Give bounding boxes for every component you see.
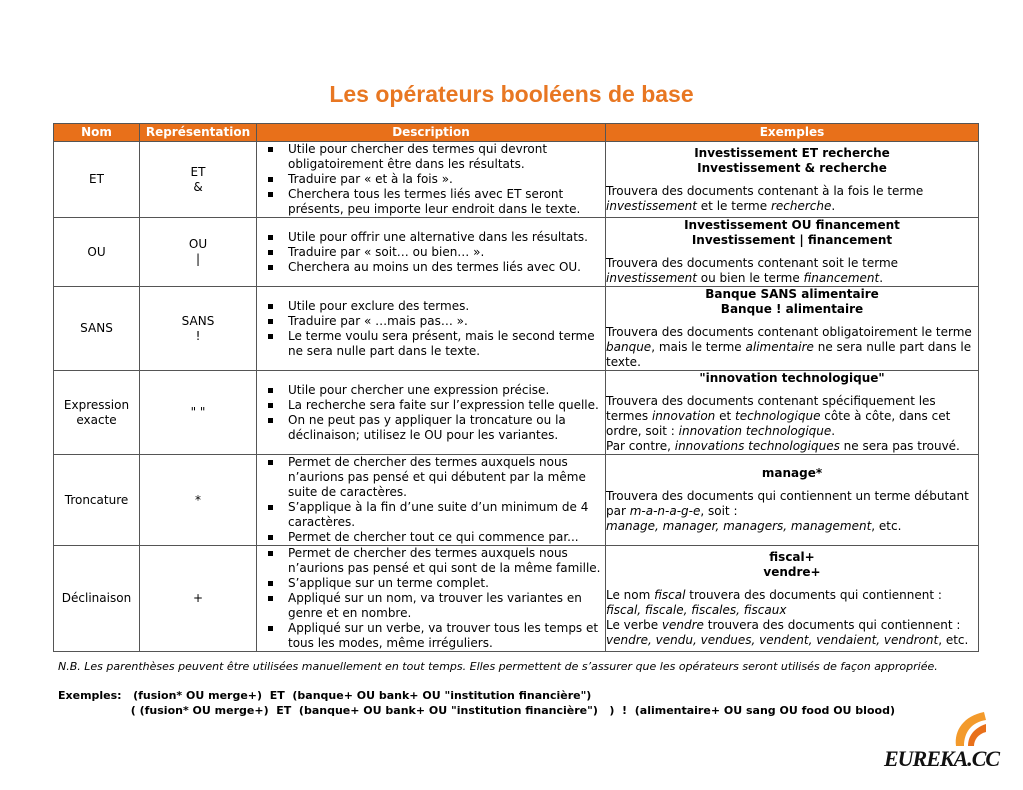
operator-example (606, 287, 979, 371)
example-explanation: Le verbe vendre trouvera des documents qui contiennent : (606, 617, 961, 632)
description-bullet: Utile pour chercher des termes qui devront obligatoirement être dans les résultats. (257, 142, 601, 172)
eureka-swoosh-icon (884, 710, 988, 750)
description-bullet: Utile pour chercher une expression précise. (257, 383, 601, 398)
table-row (54, 142, 979, 218)
page-title: Les opérateurs booléens de base (329, 81, 694, 107)
representation-line: ET (190, 164, 206, 179)
operator-representation (140, 455, 257, 546)
example-query: Investissement & recherche (697, 160, 887, 175)
table-row (54, 371, 979, 455)
description-bullet: Utile pour exclure des termes. (257, 299, 601, 314)
example-query: Banque ! alimentaire (720, 302, 864, 316)
table-row (54, 218, 979, 287)
operator-description (257, 455, 606, 546)
table-row (54, 455, 979, 546)
description-bullet: Le terme voulu sera présent, mais le second terme ne sera nulle part dans le texte. (257, 329, 601, 359)
header-nom: Nom (54, 124, 140, 142)
example-explanation: Trouvera des documents contenant soit le terme investissement ou bien le terme financement. (606, 256, 899, 285)
example-explanation: Le nom fiscal trouvera des documents qui contiennent : (606, 587, 942, 602)
operator-name: ET (54, 142, 140, 218)
representation-line: * (195, 492, 201, 507)
operator-example (606, 371, 979, 455)
description-bullet: S’applique sur un terme complet. (257, 576, 601, 591)
example-explanation: Par contre, innovations technologiques ne sera pas trouvé. (606, 439, 960, 453)
description-bullet: Permet de chercher des termes auxquels nous n’aurions pas pensé et qui sont de la même famille. (257, 546, 601, 576)
example-explanation: Trouvera des documents contenant obligatoirement le terme banque, mais le terme alimentaire ne sera nulle part dans le texte. (606, 325, 972, 369)
description-bullet: Traduire par « …mais pas… ». (257, 314, 601, 329)
description-bullet: Utile pour offrir une alternative dans les résultats. (257, 230, 601, 245)
representation-line: + (192, 591, 204, 605)
operator-description (257, 218, 606, 287)
operator-name: Expression exacte (54, 371, 140, 455)
footnote: N.B. Les parenthèses peuvent être utilisées manuellement en tout temps. Elles permettent de s’assurer que les opérateurs seront utilisés de façon appropriée. (58, 660, 938, 673)
operator-name: Troncature (54, 455, 140, 546)
description-bullet: Cherchera au moins un des termes liés avec OU. (257, 260, 601, 275)
example-query: Banque SANS alimentaire (705, 287, 879, 301)
example-query: manage* (761, 466, 823, 480)
operator-example (606, 142, 979, 218)
example-query: fiscal+ (769, 549, 815, 564)
operator-representation (140, 546, 257, 652)
example-explanation: Trouvera des documents qui contiennent un terme débutant par m-a-n-a-g-e, soit : (606, 489, 969, 518)
description-bullet: On ne peut pas y appliquer la troncature ou la déclinaison; utilisez le OU pour les variantes. (257, 413, 601, 443)
table-row (54, 287, 979, 371)
description-bullet: La recherche sera faite sur l’expression telle quelle. (257, 398, 601, 413)
representation-line: | (195, 252, 201, 266)
table-header-row (54, 124, 979, 142)
example-explanation: manage, manager, managers, management, etc. (606, 519, 902, 533)
operator-representation (140, 142, 257, 218)
operator-representation (140, 371, 257, 455)
operator-example (606, 218, 979, 287)
operator-name: SANS (54, 287, 140, 371)
operator-representation (140, 218, 257, 287)
combined-examples (58, 688, 895, 718)
example-query: vendre+ (763, 564, 821, 579)
operator-description (257, 142, 606, 218)
header-representation: Représentation (140, 124, 257, 142)
operator-description (257, 546, 606, 652)
example-explanation: fiscal, fiscale, fiscales, fiscaux (606, 602, 787, 617)
operator-example (606, 455, 979, 546)
operator-representation (140, 287, 257, 371)
representation-line: " " (190, 405, 206, 419)
example-query: Investissement OU financement (684, 218, 900, 232)
operator-example (606, 546, 979, 652)
example-query: "innovation technologique" (699, 371, 885, 385)
representation-line: OU (188, 237, 208, 251)
header-exemples: Exemples (606, 124, 979, 142)
example-explanation: vendre, vendu, vendues, vendent, vendaient, vendront, etc. (606, 632, 969, 647)
description-bullet: Permet de chercher tout ce qui commence par... (257, 530, 601, 545)
description-bullet: Appliqué sur un nom, va trouver les variantes en genre et en nombre. (257, 591, 601, 621)
header-description: Description (257, 124, 606, 142)
example-explanation: Trouvera des documents contenant spécifiquement les termes innovation et technologique côte à côte, dans cet ordre, soit : innovation technologique. (606, 394, 951, 438)
example-query: Investissement | financement (691, 233, 893, 247)
description-bullet: Traduire par « et à la fois ». (257, 172, 601, 187)
example-query: Investissement ET recherche (694, 145, 890, 160)
representation-line: ! (195, 328, 201, 343)
description-bullet: Cherchera tous les termes liés avec ET seront présents, peu importe leur endroit dans le texte. (257, 187, 601, 217)
operator-name: OU (54, 218, 140, 287)
eureka-logo (884, 710, 1000, 776)
table-row (54, 546, 979, 652)
operator-description (257, 371, 606, 455)
operator-description (257, 287, 606, 371)
combined-example-line: Exemples: (fusion* OU merge+) ET (banque+ OU bank+ OU "institution financière") (58, 689, 592, 702)
representation-line: & (193, 179, 203, 194)
description-bullet: Permet de chercher des termes auxquels nous n’aurions pas pensé et qui débutent par la même suite de caractères. (257, 455, 601, 500)
representation-line: SANS (181, 313, 215, 328)
operators-table (53, 123, 979, 652)
description-bullet: S’applique à la fin d’une suite d’un minimum de 4 caractères. (257, 500, 601, 530)
description-bullet: Appliqué sur un verbe, va trouver tous les temps et tous les modes, même irréguliers. (257, 621, 601, 651)
description-bullet: Traduire par « soit… ou bien… ». (257, 245, 601, 260)
example-explanation: Trouvera des documents contenant à la fois le terme investissement et le terme recherche. (606, 183, 924, 213)
combined-example-line: ( (fusion* OU merge+) ET (banque+ OU bank+ OU "institution financière") ) ! (alimentaire+ OU sang OU food OU blood) (58, 704, 895, 717)
operator-name: Déclinaison (54, 546, 140, 652)
logo-wordmark: EUREKA.CC (884, 746, 1000, 771)
